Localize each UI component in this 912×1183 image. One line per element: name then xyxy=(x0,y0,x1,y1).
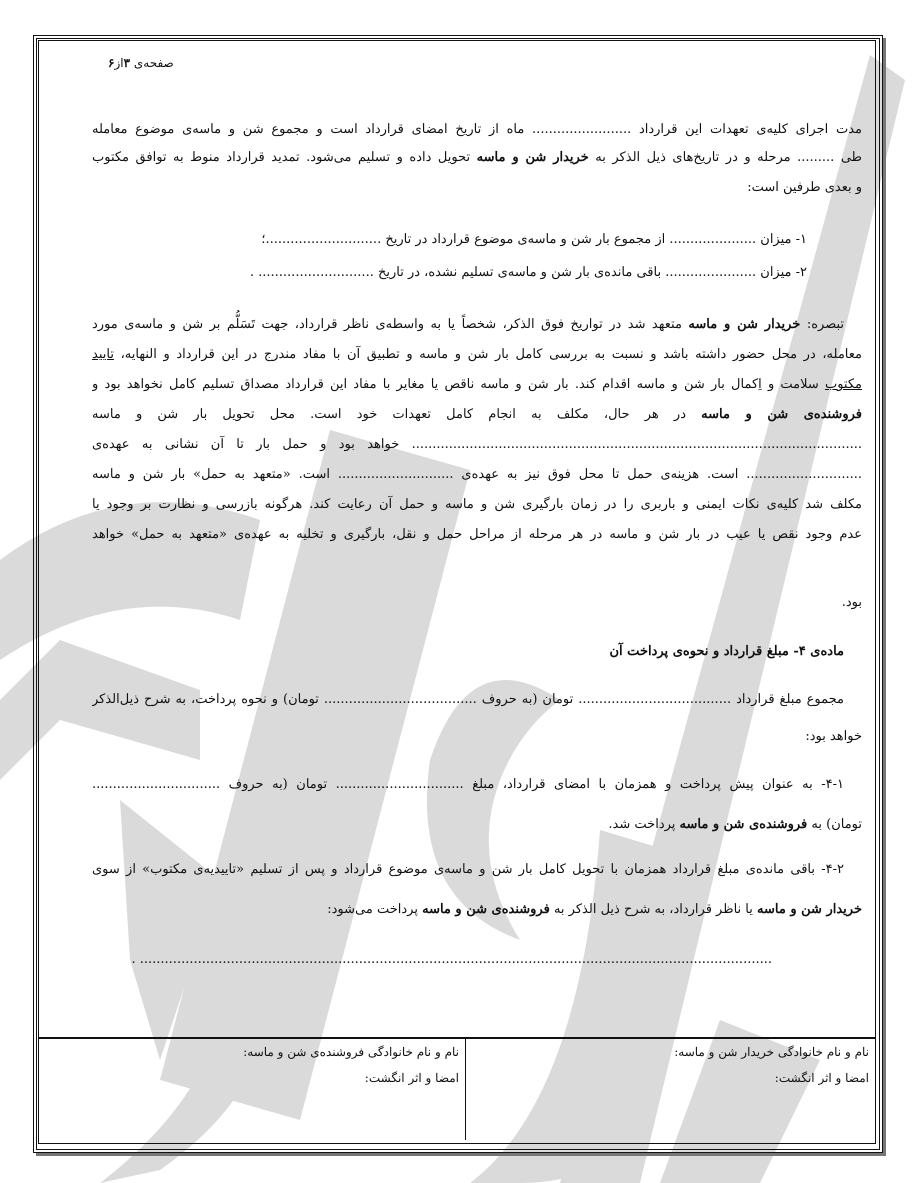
text-line xyxy=(92,685,844,715)
page-number-label: صفحه‌ی xyxy=(133,56,174,70)
text-line xyxy=(92,855,844,885)
text-segment: مکلف شد کلیه‌ی نکات ایمنی و باربری را در زمان بارگیری شن و ماسه و حمل آن رعایت کند. هرگونه بازرسی و نظارت بر وجود یا xyxy=(92,497,862,512)
text-line xyxy=(92,895,862,925)
text-line xyxy=(92,340,862,370)
text-segment: مدت اجرای کلیه‌ی تعهدات این قرارداد ........................ ماه از تاریخ امضای قرارداد است و مجموع شن و ماسه‌ی موضوع معامله xyxy=(92,122,862,137)
text-segment: طی ......... مرحله و در تاریخ‌های ذیل الذکر به xyxy=(588,150,862,165)
text-segment: ۱- میزان ..................... از مجموع بار شن و ماسه‌ی موضوع قرارداد در تاریخ ............................؛ xyxy=(261,232,807,247)
text-segment: ۴-۲- باقی مانده‌ی مبلغ قرارداد همزمان با تحویل کامل بار شن و ماسه‌ی موضوع قرارداد و پس از تسلیم «تاییدیه‌ی مکتوب» از سوی xyxy=(92,862,844,877)
text-segment: پرداخت می‌شود: xyxy=(327,902,423,917)
text-segment: ............................ است. هزینه‌ی حمل تا محل فوق نیز به عهده‌ی ............................ است. «متعهد به حمل» بار شن و ماسه xyxy=(92,467,862,482)
page-number-total: ۶ xyxy=(108,56,115,70)
bold-text: خریدار شن و ماسه xyxy=(476,150,589,165)
text-segment: در هر حال، مکلف به انجام کامل تعهدات خود است. محل تحویل بار شن و ماسه xyxy=(92,407,702,422)
buyer-sign-label: امضا و اثر انگشت: xyxy=(774,1071,869,1085)
text-segment: و بعدی طرفین است: xyxy=(747,180,862,195)
text-segment: سلامت و اِکمال بار شن و ماسه اقدام کند. بار شن و ماسه ناقص یا مغایر با مفاد این قرارداد مصداق تسلیم کامل نخواهد بود و xyxy=(92,377,825,392)
text-line xyxy=(92,770,844,800)
text-line xyxy=(92,258,807,288)
text-segment: عدم وجود نقص یا عیب در بار شن و ماسه در هر مرحله از مراحل حمل و نقل، بارگیری و تخلیه به عهده‌ی «متعهد به حمل» خواهد xyxy=(92,527,862,542)
text-segment: تحویل داده و تسلیم می‌شود. تمدید قرارداد منوط به توافق مکتوب xyxy=(92,150,477,165)
text-line xyxy=(92,520,862,550)
page-number-current: ۳ xyxy=(123,56,131,70)
text-line xyxy=(92,173,862,203)
bold-text: فروشنده‌ی شن و ماسه xyxy=(679,817,808,832)
text-segment: ۴-۱- به عنوان پیش پرداخت و همزمان با امضای قرارداد، مبلغ ............................... تومان (به حروف ............................... xyxy=(92,777,844,792)
text-line xyxy=(92,310,844,340)
text-line xyxy=(92,460,862,490)
text-segment: بود. xyxy=(841,595,862,610)
text-segment: معامله، در محل حضور داشته باشد و نسبت به بررسی کامل بار شن و ماسه و تطبیق آن با مفاد مندرج در این قرارداد و النهایه، xyxy=(113,347,862,362)
page-number-sep: از xyxy=(114,56,124,70)
page-number xyxy=(108,56,174,70)
text-line xyxy=(92,430,862,460)
text-segment: متعهد شد در تواریخ فوق الذکر، شخصاً یا به واسطه‌ی ناظر قرارداد، جهت تَسَلُّم بر شن و ماسه‌ی مورد xyxy=(92,317,689,332)
underlined-text: تایید xyxy=(92,347,114,362)
bold-text: خریدار شن و ماسه xyxy=(688,317,801,332)
bold-text: ماده‌ی ۴- مبلغ قرارداد و نحوه‌ی پرداخت آن xyxy=(609,644,844,659)
text-segment: ۲- میزان ...................... باقی مانده‌ی بار شن و ماسه‌ی تسلیم نشده، در تاریخ ............................ . xyxy=(249,265,807,280)
text-segment: مجموع مبلغ قرارداد ..................................... تومان (به حروف ..................................... تومان) و نحوه پرداخت، به شرح ذیل‌الذکر xyxy=(92,692,844,707)
bold-text: فروشنده‌ی شن و ماسه xyxy=(701,407,862,422)
text-segment: یا ناظر قرارداد، به شرح ذیل الذکر به xyxy=(549,902,758,917)
seller-sign-label: امضا و اثر انگشت: xyxy=(364,1071,459,1085)
buyer-signature-box xyxy=(465,1037,875,1140)
text-segment: تومان) به xyxy=(807,817,862,832)
text-line xyxy=(92,143,862,173)
text-line xyxy=(92,945,772,975)
text-line xyxy=(92,225,807,255)
text-line xyxy=(92,588,862,618)
text-segment: ......................................................................................................................................................... . xyxy=(131,952,772,967)
buyer-name-label: نام و نام خانوادگی خریدار شن و ماسه: xyxy=(674,1045,869,1059)
text-segment: ............................................................................................................. خواهد بود و حمل بار تا آن نشانی به عهده‌ی xyxy=(92,437,862,452)
text-segment: پرداخت شد. xyxy=(608,817,680,832)
text-line xyxy=(92,810,862,840)
text-line xyxy=(92,115,862,145)
text-line xyxy=(92,637,844,667)
text-line xyxy=(92,400,862,430)
text-segment: تبصره: xyxy=(800,317,844,332)
bold-text: خریدار شن و ماسه xyxy=(757,902,862,917)
text-segment: خواهد بود: xyxy=(805,729,862,744)
text-line xyxy=(92,370,862,400)
seller-signature-box xyxy=(38,1037,465,1140)
seller-name-label: نام و نام خانوادگی فروشنده‌ی شن و ماسه: xyxy=(243,1045,459,1059)
text-line xyxy=(92,490,862,520)
bold-text: فروشنده‌ی شن و ماسه xyxy=(422,902,550,917)
underlined-text: مکتوب xyxy=(824,377,862,392)
text-line xyxy=(92,722,862,752)
